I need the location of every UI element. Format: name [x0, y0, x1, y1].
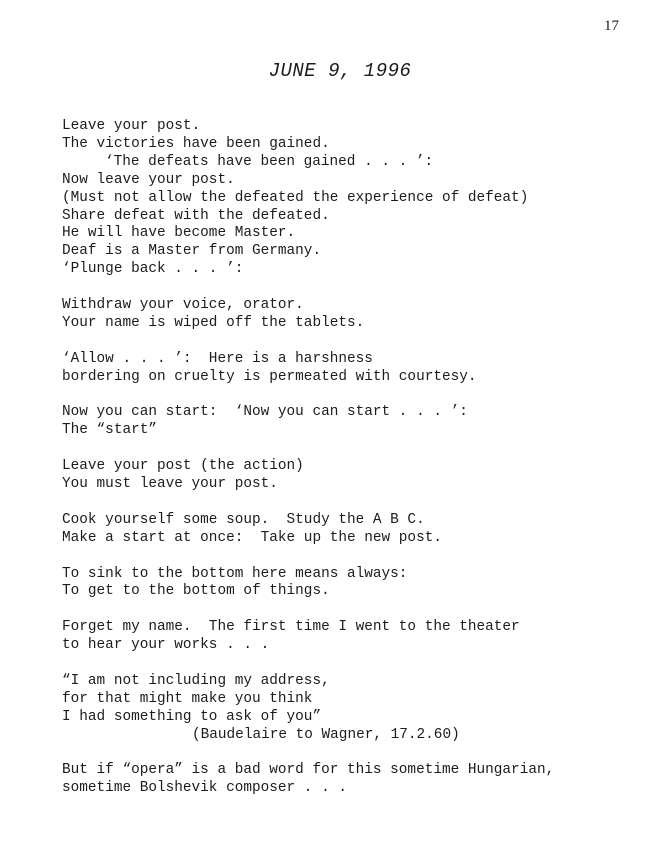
poem-line: sometime Bolshevik composer . . . — [62, 780, 347, 797]
poem-line: But if “opera” is a bad word for this sometime Hungarian, — [62, 762, 555, 779]
poem-line: Deaf is a Master from Germany. — [62, 243, 322, 260]
poem-line: “I am not including my address, — [62, 672, 330, 689]
poem-line: The “start” — [62, 422, 157, 439]
stanza — [62, 512, 642, 548]
page-title: JUNE 9, 1996 — [268, 60, 412, 82]
poem-line: He will have become Master. — [62, 225, 296, 242]
stanza — [62, 619, 642, 655]
poem-line: The victories have been gained. — [62, 135, 330, 152]
poem-line: Now leave your post. — [62, 171, 235, 188]
poem-line: bordering on cruelty is permeated with courtesy. — [62, 368, 477, 385]
poem-line: ‘Plunge back . . . ’: — [62, 261, 244, 278]
poem-line: for that might make you think — [62, 690, 313, 707]
poem-line: To get to the bottom of things. — [62, 583, 330, 600]
poem-body — [62, 118, 642, 798]
stanza — [62, 297, 642, 333]
poem-line: ‘Allow . . . ’: Here is a harshness — [62, 350, 373, 367]
stanza — [62, 404, 642, 440]
stanza — [62, 673, 642, 745]
poem-line: ‘The defeats have been gained . . . ’: — [105, 153, 434, 170]
stanza — [62, 351, 642, 387]
stanza — [62, 458, 642, 494]
stanza — [62, 762, 642, 798]
poem-line: You must leave your post. — [62, 476, 278, 493]
poem-line: Leave your post (the action) — [62, 458, 304, 475]
poem-line: (Must not allow the defeated the experience of defeat) — [62, 189, 529, 206]
stanza — [62, 566, 642, 602]
poem-line: Share defeat with the defeated. — [62, 207, 330, 224]
stanza — [62, 118, 642, 279]
page-number: 17 — [604, 18, 619, 34]
poem-line: Your name is wiped off the tablets. — [62, 314, 365, 331]
poem-line: Forget my name. The first time I went to the theater — [62, 619, 520, 636]
poem-line: Cook yourself some soup. Study the A B C. — [62, 511, 425, 528]
poem-line: Leave your post. — [62, 118, 201, 134]
poem-line: to hear your works . . . — [62, 637, 270, 654]
poem-line: Now you can start: ‘Now you can start . . . ’: — [62, 404, 468, 421]
poem-line: Withdraw your voice, orator. — [62, 297, 304, 314]
poem-line: I had something to ask of you” — [62, 708, 322, 725]
poem-line: Make a start at once: Take up the new post. — [62, 529, 442, 546]
poem-line: To sink to the bottom here means always: — [62, 565, 408, 582]
poem-line: (Baudelaire to Wagner, 17.2.60) — [192, 726, 460, 743]
